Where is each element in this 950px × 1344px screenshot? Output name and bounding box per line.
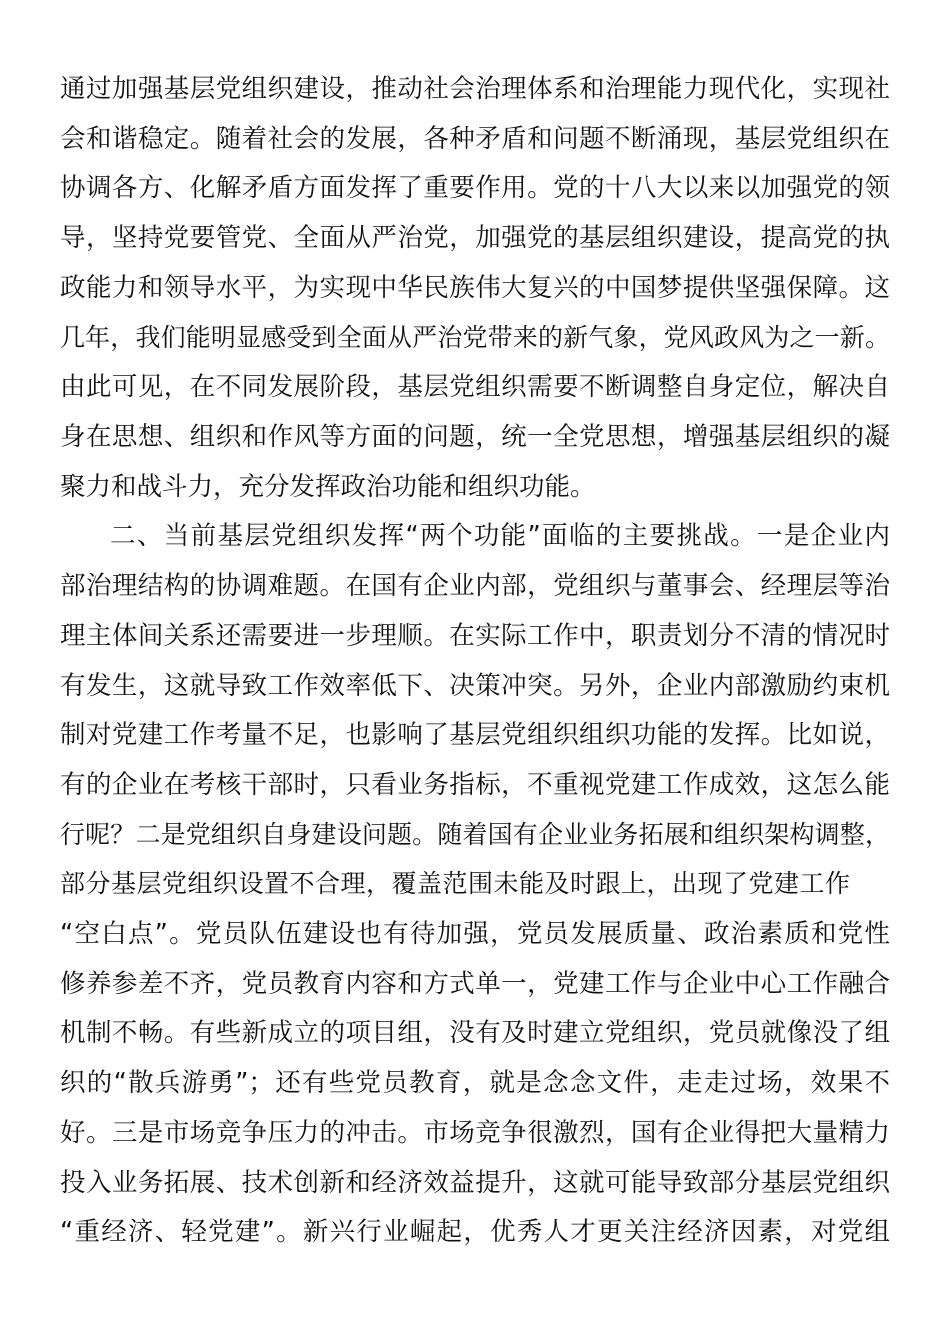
- text-line: 会和谐稳定。随着社会的发展，各种矛盾和问题不断涌现，基层党组织在: [60, 124, 890, 154]
- text-line: 部分基层党组织设置不合理，覆盖范围未能及时跟上，出现了党建工作: [60, 869, 850, 898]
- text-line: 制对党建工作考量不足，也影响了基层党组织组织功能的发挥。比如说，: [60, 720, 890, 750]
- text-line: 织的“散兵游勇”；还有些党员教育，就是念念文件，走走过场，效果不: [60, 1068, 890, 1098]
- text-line: 协调各方、化解矛盾方面发挥了重要作用。党的十八大以来以加强党的领: [60, 173, 890, 203]
- text-line: 理主体间关系还需要进一步理顺。在实际工作中，职责划分不清的情况时: [60, 621, 890, 651]
- text-line: “重经济、轻党建”。新兴行业崛起，优秀人才更关注经济因素，对党组: [60, 1217, 890, 1247]
- text-line: 有发生，这就导致工作效率低下、决策冲突。另外，企业内部激励约束机: [60, 671, 890, 701]
- section-heading-line: 二、当前基层党组织发挥“两个功能”面临的主要挑战。一是企业内: [110, 521, 890, 551]
- text-line: 几年，我们能明显感受到全面从严治党带来的新气象，党风政风为之一新。: [60, 323, 890, 352]
- text-line: 有的企业在考核干部时，只看业务指标，不重视党建工作成效，这怎么能: [60, 770, 890, 800]
- text-line: 行呢？二是党组织自身建设问题。随着国有企业业务拓展和组织架构调整，: [60, 820, 890, 849]
- text-line: 部治理结构的协调难题。在国有企业内部，党组织与董事会、经理层等治: [60, 571, 890, 601]
- text-line: 聚力和战斗力，充分发挥政治功能和组织功能。: [60, 472, 596, 502]
- text-line: 由此可见，在不同发展阶段，基层党组织需要不断调整自身定位，解决自: [60, 372, 890, 402]
- text-line: 导，坚持党要管党、全面从严治党，加强党的基层组织建设，提高党的执: [60, 223, 890, 253]
- text-line: 投入业务拓展、技术创新和经济效益提升，这就可能导致部分基层党组织: [60, 1168, 890, 1198]
- text-line: 身在思想、组织和作风等方面的问题，统一全党思想，增强基层组织的凝: [60, 422, 890, 452]
- text-line: 好。三是市场竞争压力的冲击。市场竞争很激烈，国有企业得把大量精力: [60, 1118, 890, 1148]
- text-line: “空白点”。党员队伍建设也有待加强，党员发展质量、政治素质和党性: [60, 919, 890, 949]
- text-line: 政能力和领导水平，为实现中华民族伟大复兴的中国梦提供坚强保障。这: [60, 273, 890, 303]
- text-line: 机制不畅。有些新成立的项目组，没有及时建立党组织，党员就像没了组: [60, 1018, 890, 1048]
- text-line: 修养参差不齐，党员教育内容和方式单一，党建工作与企业中心工作融合: [60, 969, 890, 999]
- text-line: 通过加强基层党组织建设，推动社会治理体系和治理能力现代化，实现社: [60, 74, 890, 104]
